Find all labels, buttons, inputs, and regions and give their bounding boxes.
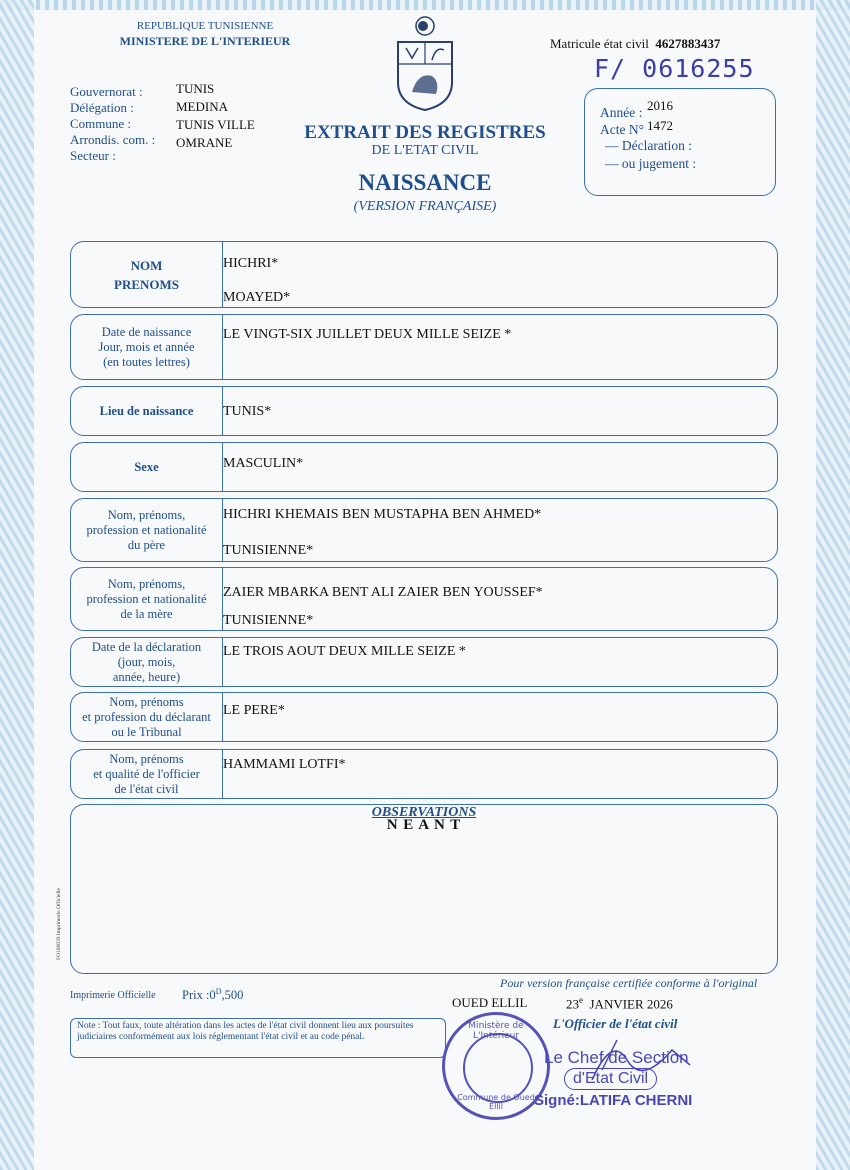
location-values xyxy=(176,80,255,152)
prix: Prix $:0^D,500$ xyxy=(182,987,244,1003)
acte-label: Acte N° xyxy=(600,122,645,137)
declaration-label: — Déclaration : xyxy=(605,138,692,153)
guilloche-left xyxy=(0,0,34,1170)
act-box xyxy=(584,88,776,196)
legal-note: Note : Tout faux, toute altération dans les actes de l'état civil donnent lieu aux poursuites judiciaires conformément aux lois réglementant l'état civil et au code pénal. xyxy=(70,1018,446,1058)
title-version: (VERSION FRANÇAISE) xyxy=(353,199,497,214)
value-lieu-naissance: TUNIS* xyxy=(223,404,272,419)
title-etat-civil: DE L'ETAT CIVIL xyxy=(371,143,479,158)
value-date-declaration: LE TROIS AOUT DEUX MILLE SEIZE * xyxy=(223,644,466,659)
location-labels xyxy=(70,84,155,164)
guilloche-top xyxy=(0,0,850,10)
annee-value: 2016 xyxy=(647,98,673,113)
observations-title: OBSERVATIONS xyxy=(371,805,477,820)
row-label: Lieu de naissance xyxy=(71,387,223,435)
date: 23e JANVIER 2026 xyxy=(566,995,673,1012)
serial-number: F/ 0616255 xyxy=(594,54,755,83)
signature-section: d'Etat Civil xyxy=(564,1068,657,1090)
title-extrait: EXTRAIT DES REGISTRES xyxy=(304,122,546,143)
value-date-naissance: LE VINGT-SIX JUILLET DEUX MILLE SEIZE * xyxy=(223,327,512,342)
certification-note: Pour version française certifiée conforme à l'original xyxy=(500,976,758,990)
place: OUED ELLIL xyxy=(452,995,528,1010)
side-code xyxy=(56,870,66,960)
observations-value: N E A N T xyxy=(386,817,462,833)
row-label: Nom, prénoms, profession et nationalité du père xyxy=(71,499,223,561)
signature-title: Le Chef de Section xyxy=(544,1048,689,1067)
title-naissance: NAISSANCE xyxy=(358,170,492,195)
value-officier: HAMMAMI LOTFI* xyxy=(223,757,346,772)
country-name: REPUBLIQUE TUNISIENNE xyxy=(136,20,274,32)
value-delegation: MEDINA xyxy=(176,99,228,114)
observations-box xyxy=(70,804,778,974)
stamp-bottom-text: Commune de Oued Ellil xyxy=(457,1093,535,1111)
row-label: Sexe xyxy=(71,443,223,491)
row-label: Date de la déclaration (jour, mois, année, heure) xyxy=(71,638,223,686)
label-secteur: Secteur : xyxy=(70,148,116,163)
value-gouvernorat: TUNIS xyxy=(176,81,215,96)
row-label: Nom, prénoms et qualité de l'officier de l'état civil xyxy=(71,750,223,798)
value-prenoms: MOAYED* xyxy=(223,290,291,305)
row-mere xyxy=(70,567,778,631)
label-delegation: Délégation : xyxy=(70,100,134,115)
officer-title: L'Officier de l'état civil xyxy=(553,1016,678,1031)
imprimerie: Imprimerie Officielle xyxy=(70,990,156,1001)
row-date-declaration xyxy=(70,637,778,687)
annee-label: Année : xyxy=(600,105,643,120)
ministry-name: MINISTERE DE L'INTERIEUR xyxy=(119,34,291,48)
row-label: Date de naissance Jour, mois et année (en toutes lettres) xyxy=(71,315,223,379)
row-label: Nom, prénoms, profession et nationalité de la mère xyxy=(71,568,223,630)
jugement-label: — ou jugement : xyxy=(605,156,697,171)
row-label: NOM PRENOMS xyxy=(71,242,223,307)
row-officier xyxy=(70,749,778,799)
value-declarant: LE PERE* xyxy=(223,703,285,718)
row-pere xyxy=(70,498,778,562)
value-mere-nationalite: TUNISIENNE* xyxy=(223,613,314,628)
value-pere-nationalite: TUNISIENNE* xyxy=(223,543,314,558)
row-date-naissance xyxy=(70,314,778,380)
side-code-text: FO100039 Imprimerie Officielle xyxy=(56,888,62,960)
value-nom: HICHRI* xyxy=(223,256,279,271)
value-mere-nom: ZAIER MBARKA BENT ALI ZAIER BEN YOUSSEF* xyxy=(223,585,543,600)
signature-name: Signé:LATIFA CHERNI xyxy=(534,1092,693,1109)
row-label: Nom, prénoms et profession du déclarant ou le Tribunal xyxy=(71,693,223,741)
value-arrondissement: OMRANE xyxy=(176,135,233,150)
signature-scribble xyxy=(572,1030,692,1090)
row-declarant xyxy=(70,692,778,742)
row-nom-prenoms xyxy=(70,241,778,308)
value-pere-nom: HICHRI KHEMAIS BEN MUSTAPHA BEN AHMED* xyxy=(223,507,542,522)
label-commune: Commune : xyxy=(70,116,132,131)
coat-of-arms-icon xyxy=(392,12,458,112)
row-lieu-naissance xyxy=(70,386,778,436)
matricule: Matricule état civil 4627883437 xyxy=(550,36,721,51)
label-arrondissement: Arrondis. com. : xyxy=(70,132,156,147)
row-sexe xyxy=(70,442,778,492)
guilloche-right xyxy=(816,0,850,1170)
label-gouvernorat: Gouvernorat : xyxy=(70,84,143,99)
value-sexe: MASCULIN* xyxy=(223,456,304,471)
acte-value: 1472 xyxy=(647,118,673,133)
value-commune: TUNIS VILLE xyxy=(176,117,255,132)
stamp-top-text: Ministère de L'Intérieur xyxy=(468,1021,524,1041)
